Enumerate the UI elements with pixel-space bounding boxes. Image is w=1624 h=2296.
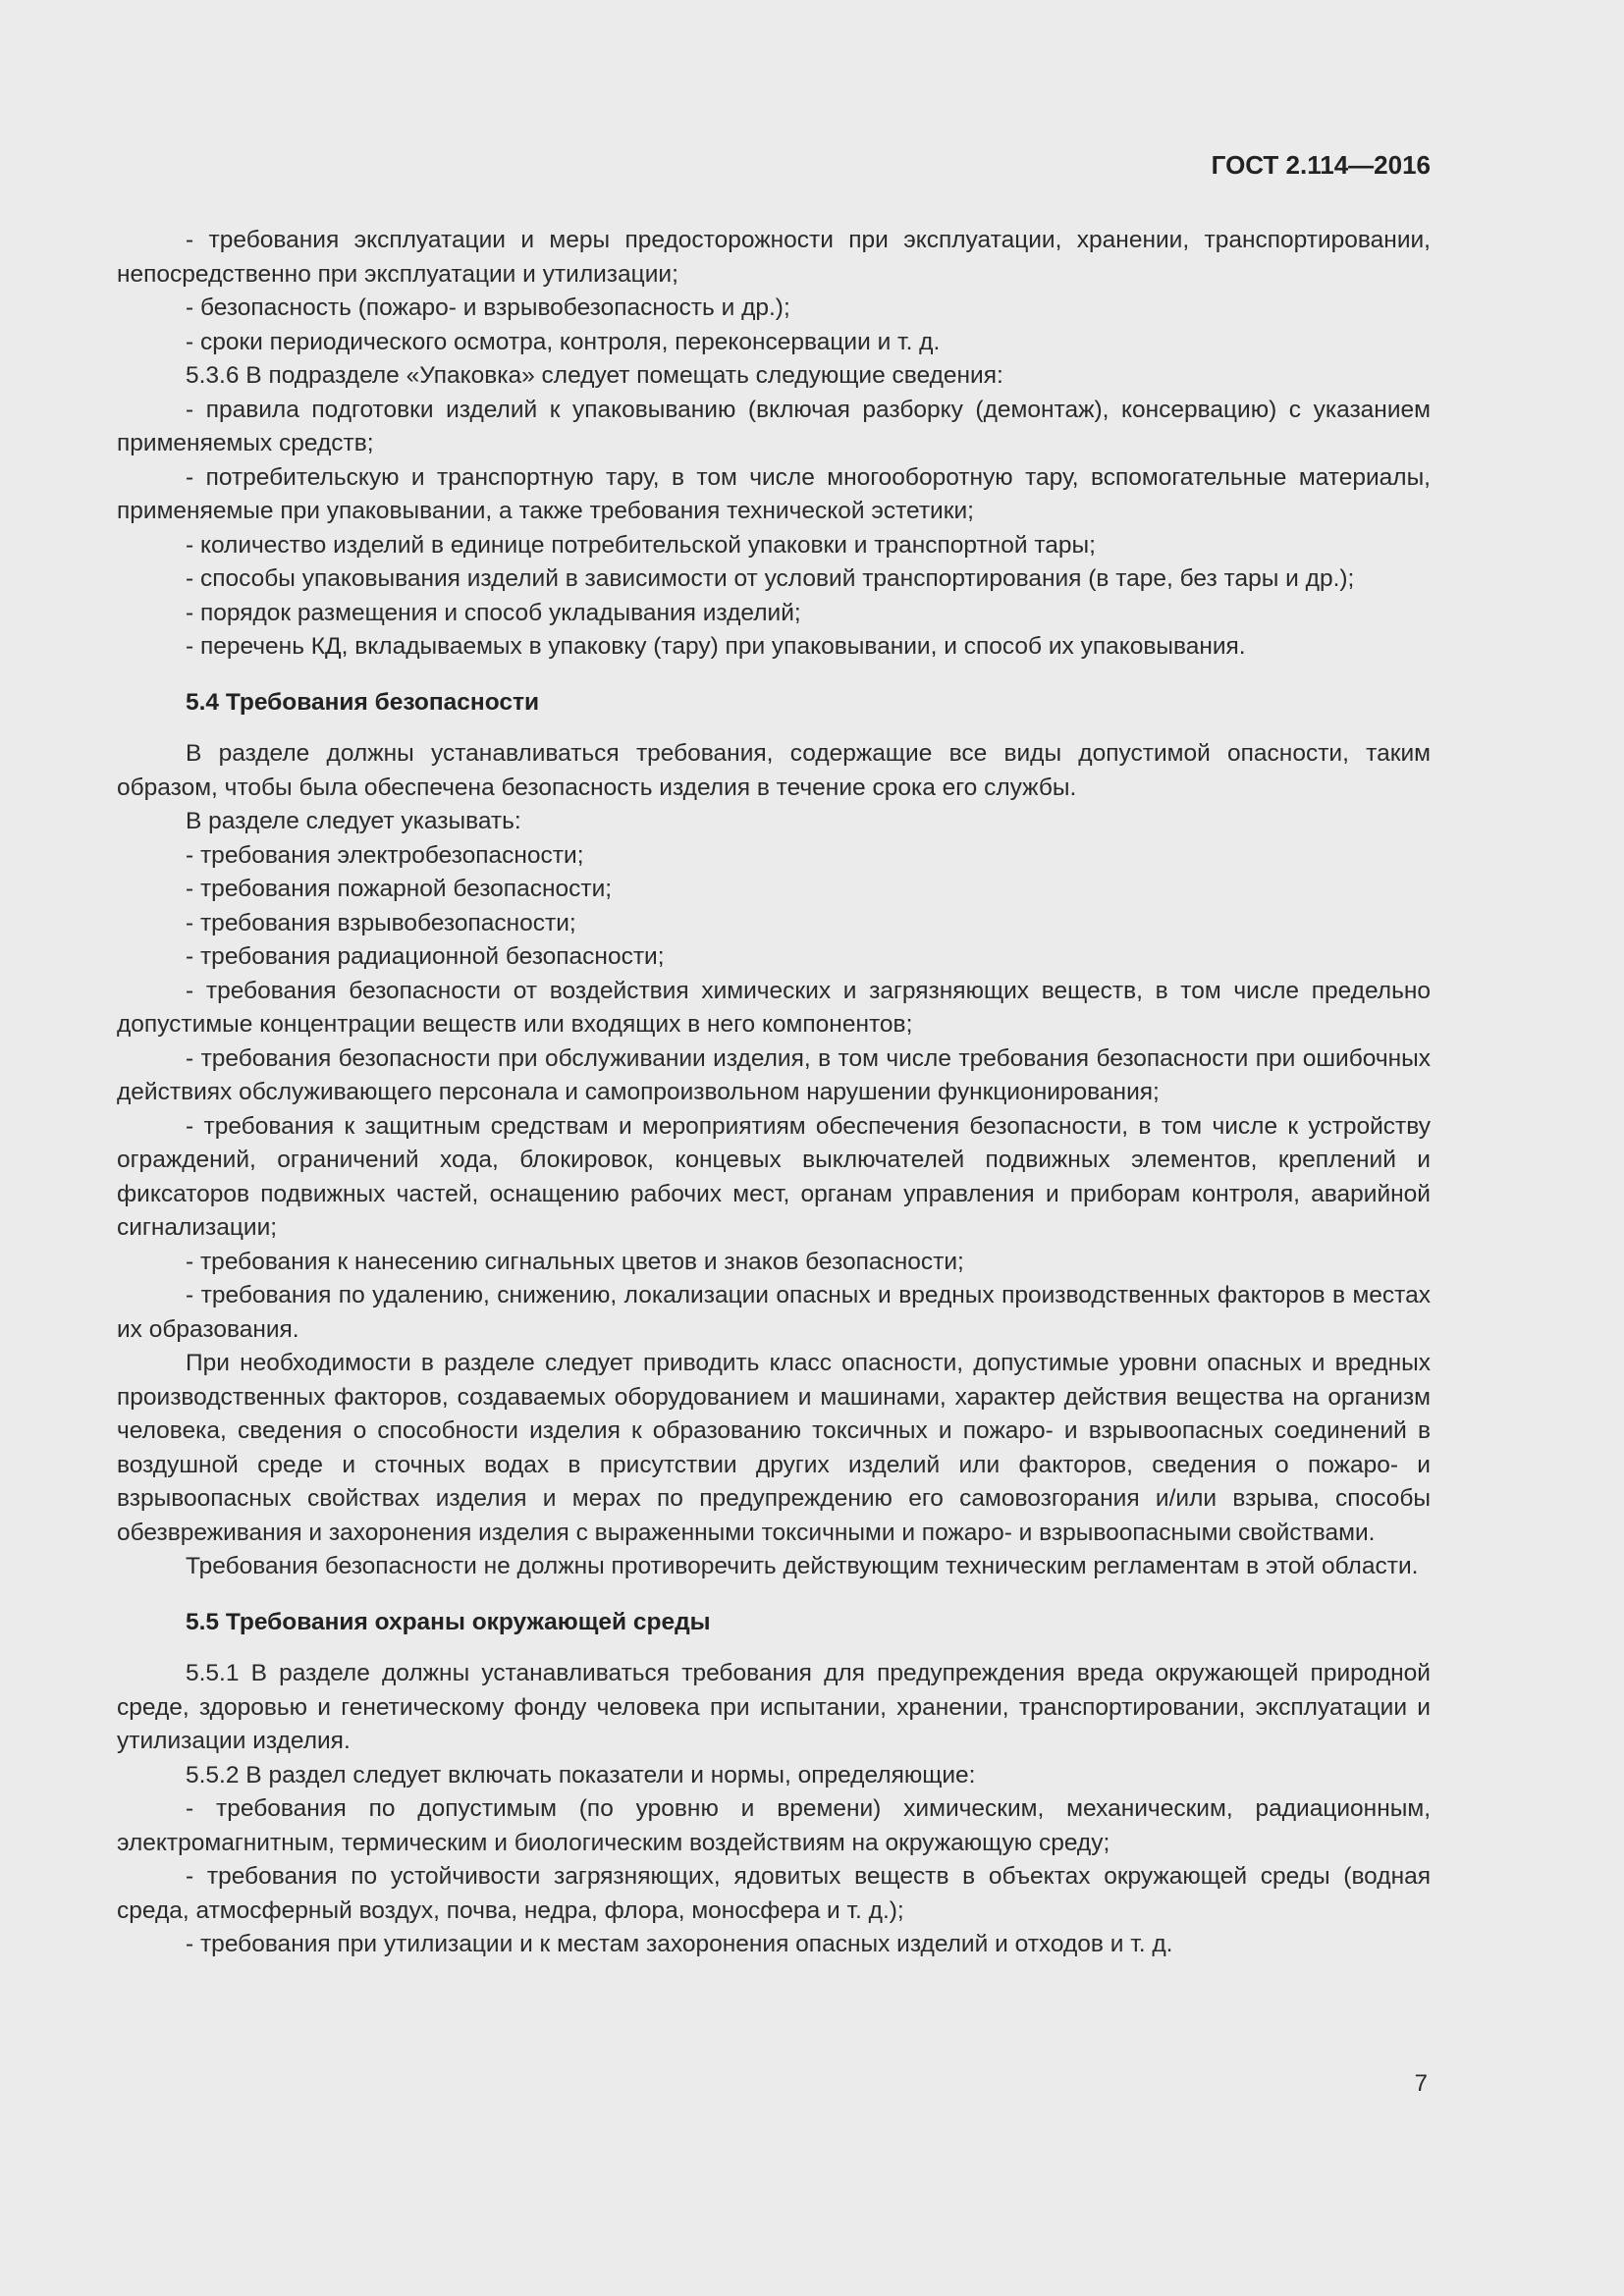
paragraph: При необходимости в разделе следует приводить класс опасности, допустимые уровни опасных и вредных производственных факторов, создаваемых оборудованием и машинами, характер действия вещества на организм человека, сведения о способности изделия к образованию токсичных и пожаро- и взрывоопасных соединений в воздушной среде и сточных водах в присутствии других изделий или факторов, сведения о пожаро- и взрывоопасных свойствах изделия и мерах по предупреждению его самовозгорания и/или взрыва, способы обезвреживания и захоронения изделия с выраженными токсичными и пожаро- и взрывоопасными свойствами.	[117, 1350, 1431, 1546]
section-heading-5-5: 5.5 Требования охраны окружающей среды	[186, 1608, 711, 1635]
paragraph: 5.5.1 В разделе должны устанавливаться требования для предупреждения вреда окружающей природной среде, здоровью и генетическому фонду человека при испытании, хранении, транспортировании, эксплуатации и утилизации изделия.	[117, 1660, 1431, 1754]
paragraph: 5.3.6 В подразделе «Упаковка» следует помещать следующие сведения:	[186, 362, 1003, 389]
paragraph: - требования взрывобезопасности;	[186, 909, 576, 936]
paragraph: - требования эксплуатации и меры предосторожности при эксплуатации, хранении, транспортировании, непосредственно при эксплуатации и утилизации;	[117, 227, 1431, 288]
paragraph: - требования безопасности при обслуживании изделия, в том числе требования безопасности при ошибочных действиях обслуживающего персонала и самопроизвольном нарушении функционирования;	[117, 1044, 1431, 1105]
paragraph: - перечень КД, вкладываемых в упаковку (тару) при упаковывании, и способ их упаковывания.	[186, 633, 1246, 660]
paragraph: - требования по устойчивости загрязняющих, ядовитых веществ в объектах окружающей среды (водная среда, атмосферный воздух, почва, недра, флора, моносфера и т. д.);	[117, 1863, 1431, 1924]
paragraph: В разделе должны устанавливаться требования, содержащие все виды допустимой опасности, таким образом, чтобы была обеспечена безопасность изделия в течение срока его службы.	[117, 740, 1431, 801]
paragraph: - требования радиационной безопасности;	[186, 943, 665, 970]
paragraph: - требования по удалению, снижению, локализации опасных и вредных производственных факторов в местах их образования.	[117, 1282, 1431, 1343]
paragraph: - порядок размещения и способ укладывания изделий;	[186, 599, 801, 626]
section-heading-5-4: 5.4 Требования безопасности	[186, 688, 540, 716]
paragraph: Требования безопасности не должны противоречить действующим техническим регламентам в этой области.	[186, 1553, 1419, 1579]
paragraph: - безопасность (пожаро- и взрывобезопасность и др.);	[186, 294, 790, 321]
page-number: 7	[1414, 2070, 1428, 2097]
paragraph: - сроки периодического осмотра, контроля, переконсервации и т. д.	[186, 328, 941, 355]
paragraph: - количество изделий в единице потребительской упаковки и транспортной тары;	[186, 531, 1096, 559]
paragraph: - требования безопасности от воздействия химических и загрязняющих веществ, в том числе предельно допустимые концентрации веществ или входящих в него компонентов;	[117, 977, 1431, 1038]
paragraph: - потребительскую и транспортную тару, в том числе многооборотную тару, вспомогательные материалы, применяемые при упаковывании, а также требования технической эстетики;	[117, 463, 1431, 524]
paragraph: - правила подготовки изделий к упаковыванию (включая разборку (демонтаж), консервацию) с указанием применяемых средств;	[117, 396, 1431, 456]
paragraph: - требования по допустимым (по уровню и времени) химическим, механическим, радиационным, электромагнитным, термическим и биологическим воздействиям на окружающую среду;	[117, 1795, 1431, 1856]
document-body	[117, 224, 1431, 1962]
paragraph: В разделе следует указывать:	[186, 808, 521, 834]
paragraph: - требования электробезопасности;	[186, 841, 584, 869]
paragraph: - требования пожарной безопасности;	[186, 876, 613, 902]
paragraph: - требования при утилизации и к местам захоронения опасных изделий и отходов и т. д.	[186, 1931, 1173, 1957]
paragraph: 5.5.2 В раздел следует включать показатели и нормы, определяющие:	[186, 1761, 976, 1789]
paragraph: - требования к нанесению сигнальных цветов и знаков безопасности;	[186, 1248, 964, 1275]
paragraph: - способы упаковывания изделий в зависимости от условий транспортирования (в таре, без тары и др.);	[186, 565, 1355, 592]
paragraph: - требования к защитным средствам и мероприятиям обеспечения безопасности, в том числе к устройству ограждений, ограничений хода, блокировок, концевых выключателей подвижных элементов, креплений и фиксаторов подвижных частей, оснащению рабочих мест, органам управления и приборам контроля, аварийной сигнализации;	[117, 1112, 1431, 1241]
document-header: ГОСТ 2.114—2016	[1211, 150, 1431, 180]
